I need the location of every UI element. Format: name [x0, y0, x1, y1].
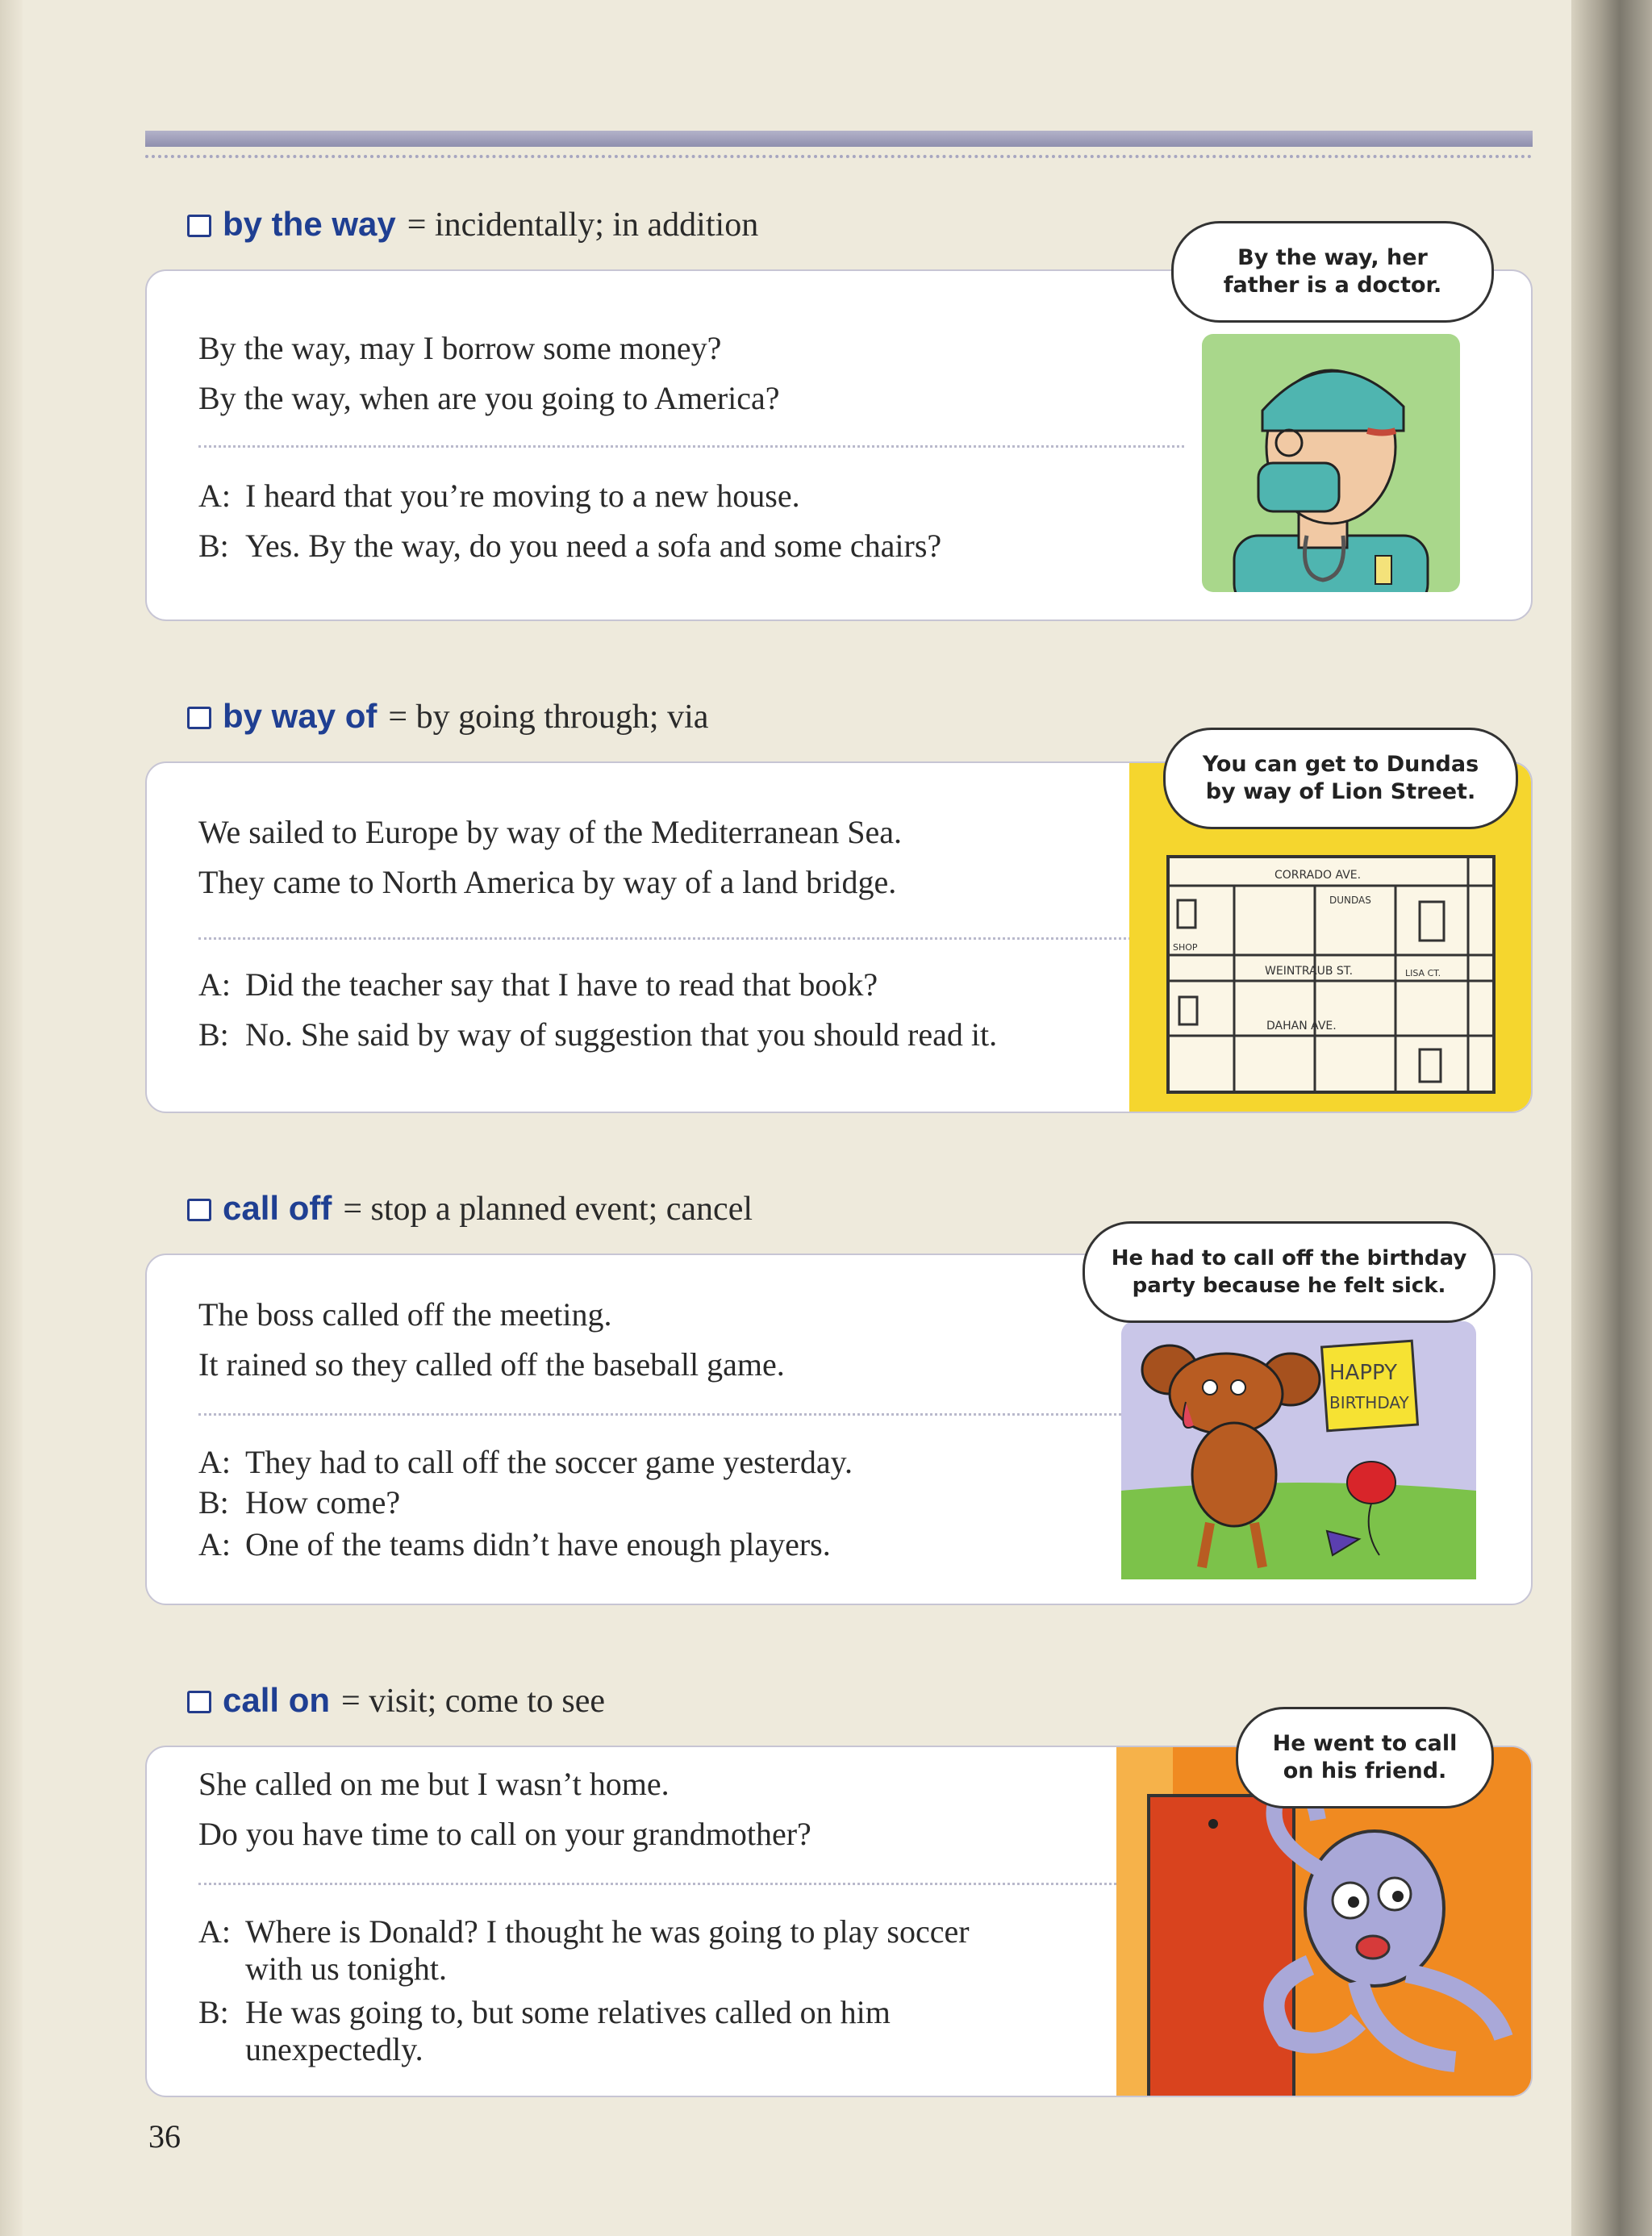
dotted-separator: [198, 1883, 1184, 1885]
dialogue-line: [198, 1913, 1126, 1988]
page-gutter-left: [0, 0, 23, 2236]
checkbox-icon[interactable]: [187, 1691, 211, 1713]
idiom-term: by way of: [223, 697, 378, 735]
street-label: LISA CT.: [1405, 968, 1441, 978]
dialogue-text: One of the teams didn’t have enough players.: [245, 1526, 831, 1562]
bubble-text-line: on his friend.: [1283, 1758, 1447, 1783]
dialogue-line: [198, 1526, 1126, 1563]
dialogue-text-continued: with us tonight.: [245, 1950, 448, 1987]
checkbox-icon[interactable]: [187, 707, 211, 729]
street-label: DAHAN AVE.: [1266, 1020, 1337, 1032]
street-label: SHOP: [1173, 942, 1198, 953]
speaker-label: A:: [198, 1526, 231, 1562]
entry-heading: [187, 1681, 605, 1721]
checkbox-icon[interactable]: [187, 215, 211, 237]
dialogue-text: They had to call off the soccer game yesterday.: [245, 1444, 853, 1480]
entry-call-on: [145, 1678, 1533, 2105]
entry-call-off: [145, 1186, 1533, 1613]
speech-bubble: [1236, 1707, 1494, 1808]
sign-text: HAPPY: [1329, 1361, 1398, 1385]
street-label: WEINTRAUB ST.: [1265, 965, 1354, 978]
speaker-label: A:: [198, 1913, 231, 1950]
dialogue-text: Yes. By the way, do you need a sofa and some chairs?: [245, 528, 942, 564]
bubble-text-line: He went to call: [1272, 1731, 1458, 1756]
mouse-illustration: [1121, 1321, 1476, 1579]
speech-bubble: [1171, 221, 1494, 323]
dialogue-text: No. She said by way of suggestion that you should read it.: [245, 1016, 998, 1053]
idiom-definition: = stop a planned event; cancel: [343, 1191, 753, 1228]
example-sentence: The boss called off the meeting.: [198, 1296, 612, 1333]
dotted-separator: [198, 445, 1184, 448]
dialogue-text: Did the teacher say that I have to read that book?: [245, 966, 878, 1003]
doctor-illustration: [1202, 334, 1460, 592]
speaker-label: A:: [198, 1444, 231, 1480]
header-band: [145, 131, 1533, 147]
bubble-text-line: You can get to Dundas: [1202, 752, 1479, 777]
dialogue-text: Where is Donald? I thought he was going to play soccer: [245, 1913, 970, 1950]
dialogue-line: [198, 528, 1126, 565]
speaker-label: B:: [198, 1994, 229, 2030]
idiom-definition: = by going through; via: [388, 699, 709, 736]
dialogue-line: [198, 1994, 1126, 2068]
entry-heading: [187, 205, 758, 244]
example-sentence: By the way, when are you going to America?: [198, 380, 780, 416]
example-sentence: By the way, may I borrow some money?: [198, 330, 722, 366]
dialogue-line: [198, 1484, 1126, 1521]
idiom-definition: = incidentally; in addition: [407, 206, 759, 244]
bubble-text-line: by way of Lion Street.: [1205, 779, 1476, 804]
speaker-label: B:: [198, 1016, 229, 1053]
book-spine-shadow: [1571, 0, 1652, 2236]
dotted-separator: [198, 937, 1184, 940]
entry-heading: [187, 697, 708, 736]
speaker-label: A:: [198, 478, 231, 514]
dialogue-line: [198, 1444, 1126, 1481]
sign-text: BIRTHDAY: [1329, 1393, 1409, 1412]
speech-bubble: [1083, 1221, 1496, 1323]
dialogue-text: I heard that you’re moving to a new house.: [245, 478, 800, 514]
street-label: DUNDAS: [1329, 895, 1371, 906]
bubble-text-line: By the way, her: [1237, 245, 1428, 270]
dotted-separator: [198, 1413, 1184, 1416]
example-sentence: They came to North America by way of a land bridge.: [198, 864, 897, 900]
example-sentence: Do you have time to call on your grandmother?: [198, 1816, 811, 1852]
example-sentence: It rained so they called off the baseball game.: [198, 1346, 785, 1383]
bubble-text-line: He had to call off the birthday: [1111, 1246, 1467, 1270]
speaker-label: B:: [198, 1484, 229, 1521]
checkbox-icon[interactable]: [187, 1199, 211, 1221]
entry-by-the-way: [145, 202, 1533, 629]
speaker-label: B:: [198, 528, 229, 564]
header-dotted-rule: [145, 155, 1533, 158]
dialogue-line: [198, 478, 1126, 515]
idiom-term: by the way: [223, 205, 396, 243]
dialogue-line: [198, 966, 1126, 1003]
entry-heading: [187, 1189, 753, 1229]
example-sentence: She called on me but I wasn’t home.: [198, 1766, 670, 1802]
bubble-text-line: party because he felt sick.: [1132, 1274, 1446, 1298]
bubble-text-line: father is a doctor.: [1223, 273, 1442, 298]
idiom-term: call off: [223, 1189, 332, 1227]
entry-by-way-of: [145, 694, 1533, 1121]
street-label: CORRADO AVE.: [1274, 869, 1362, 882]
page-number: 36: [148, 2118, 181, 2155]
speaker-label: A:: [198, 966, 231, 1003]
idiom-definition: = visit; come to see: [341, 1683, 606, 1720]
dialogue-text-continued: unexpectedly.: [245, 2031, 423, 2067]
idiom-term: call on: [223, 1681, 331, 1719]
speech-bubble: [1163, 728, 1518, 829]
example-sentence: We sailed to Europe by way of the Mediterranean Sea.: [198, 814, 903, 850]
dialogue-text: He was going to, but some relatives called on him: [245, 1994, 891, 2030]
dialogue-text: How come?: [245, 1484, 401, 1521]
dialogue-line: [198, 1016, 1126, 1053]
